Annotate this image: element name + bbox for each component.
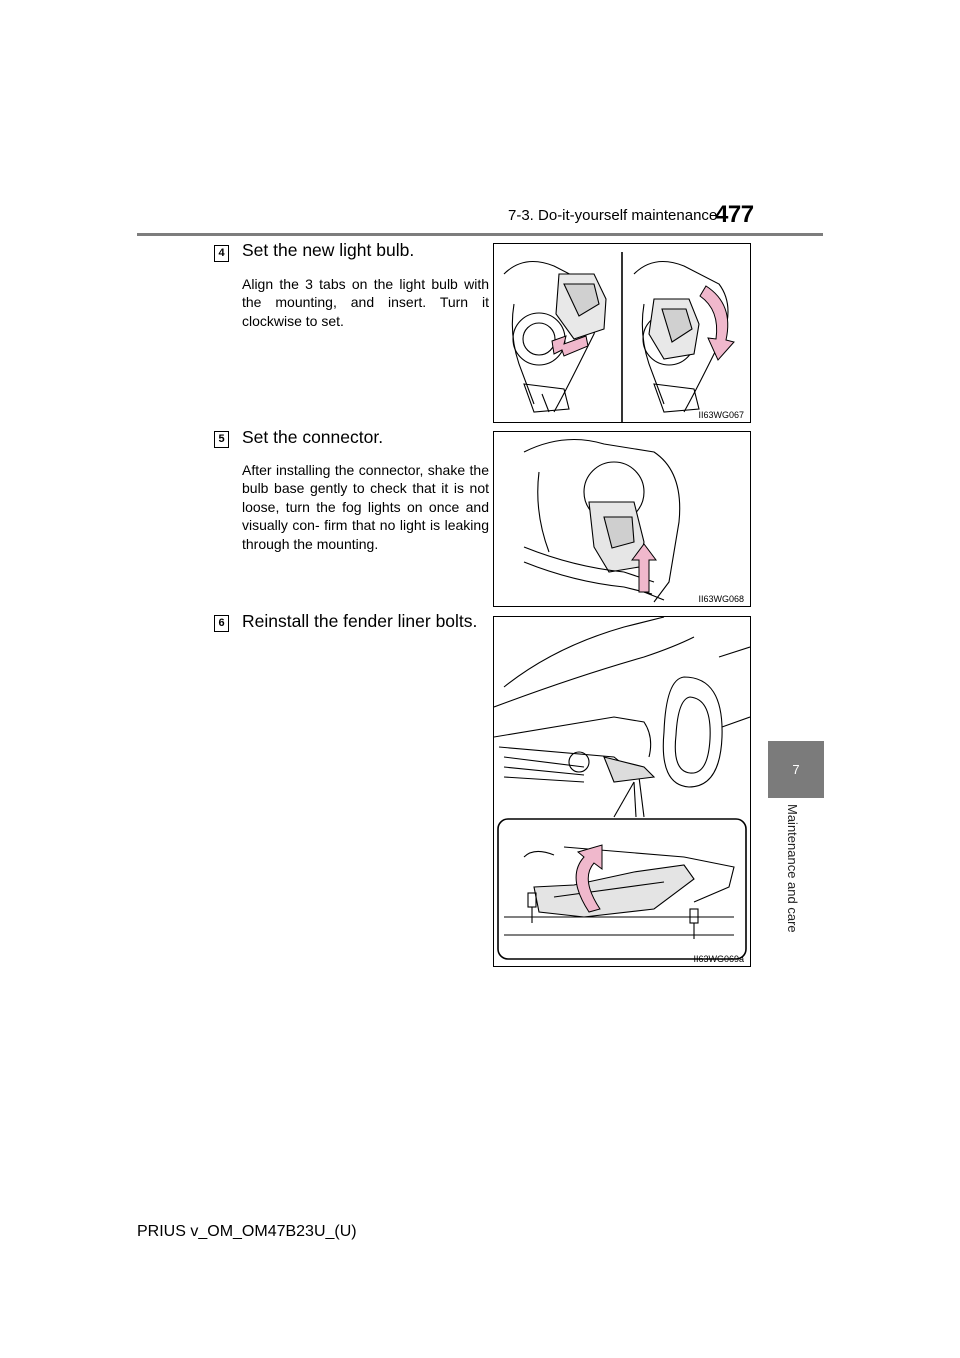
step-description-5: After installing the connector, shake the bulb base gently to check that it is not loose, turn the fog lights on once and visually con- firm that no light is leaking through the mounting. (242, 462, 489, 552)
chapter-number: 7 (792, 762, 800, 777)
step-badge-5: 5 (214, 431, 229, 448)
header-rule (137, 233, 823, 236)
figure-fender-liner (493, 616, 751, 967)
step-badge-6: 6 (214, 615, 229, 632)
section-title: 7-3. Do-it-yourself maintenance (508, 207, 718, 224)
figure-set-bulb (493, 243, 751, 423)
bulb-illustration (494, 244, 750, 422)
figure-set-connector (493, 431, 751, 607)
figure-code-4: II63WG067 (698, 410, 744, 420)
figure-code-5: II63WG068 (698, 594, 744, 604)
chapter-tab[interactable] (768, 741, 824, 798)
chapter-label-container (768, 800, 824, 966)
document-id: PRIUS v_OM_OM47B23U_(U) (137, 1223, 357, 1240)
step-badge-4: 4 (214, 245, 229, 262)
fender-liner-illustration (494, 617, 750, 966)
chapter-label: Maintenance and care (785, 804, 800, 933)
step-title-6: Reinstall the fender liner bolts. (242, 611, 478, 631)
step-title-5: Set the connector. (242, 427, 384, 447)
connector-illustration (494, 432, 750, 606)
figure-code-6: II63WG069a (693, 954, 744, 964)
page-number: 477 (715, 201, 754, 228)
step-title-4: Set the new light bulb. (242, 240, 415, 260)
step-description-4: Align the 3 tabs on the light bulb with the mounting, and insert. Turn it clockwise to set. (242, 276, 489, 329)
